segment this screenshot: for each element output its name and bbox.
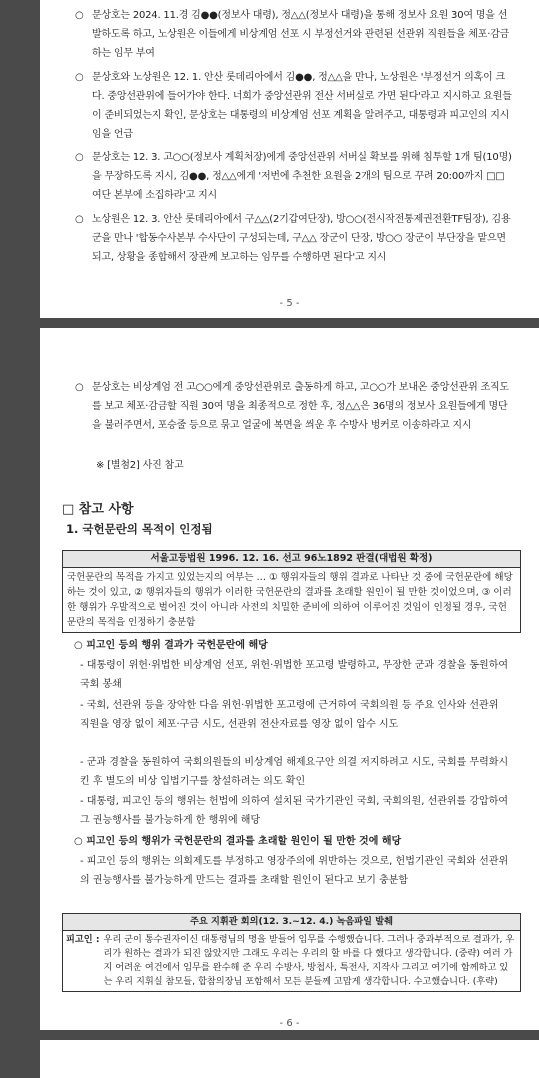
excerpt-body: 우리 군이 통수권자이신 대통령님의 명을 받들어 임무를 수행했습니다. 그러나 중과부적으로 결과가, 우리가 원하는 결과가 되진 않았지만 그래도 우리는 우리의 할 바를 다 했다고 생각합니다. (중략) 여러 가지 어려운 여건에서 임무를 완수해 준 우리 수방사, 방첩사, 특전사, 지작사 그리고 여기에 함께하고 있는 우리 지휘실 참모들, 합참의장님 포함해서 모든 분들께 고맙게 생각합니다. 수고했습니다. (후략)	[103, 934, 515, 987]
p1-text: 문상호는 2024. 11.경 김●●(정보사 대령), 정△△(정보사 대령)을 통해 정보사 요원 30여 명을 선발하도록 하고, 노상원은 이들에게 비상계엄 선포 시 부정선거와 관련된 선관위 직원들을 체포·감금하는 임무 부여	[92, 10, 510, 59]
case-body: 국헌문란의 목적을 가지고 있었는지의 여부는 … ① 행위자들의 행위 결과로 나타난 것 중에 국헌문란에 해당하는 것이 있고, ② 행위자들의 행위가 이러한 국헌문란의 결과를 초래할 원인이 될 만한 것이었으며, ③ 이러한 행위가 우발적으로 벌어진 것이 아니라 사전의 치밀한 준비에 의하여 이루어진 것임이 인정될 경우, 국헌문란의 목적을 인정하기 충분함	[67, 572, 513, 628]
case-title: 서울고등법원 1996. 12. 16. 선고 96노1892 판결(대법원 확정)	[63, 551, 520, 568]
paragraph-top	[92, 378, 512, 435]
point1-item-4: - 대통령, 피고인 등의 행위는 헌법에 의하여 설치된 국가기관인 국회, 국회의원, 선관위를 강압하여 그 권능행사를 불가능하게 한 행위에 해당	[80, 796, 509, 826]
document-page-5	[40, 0, 539, 318]
paragraph-1	[92, 6, 512, 63]
p2-text: 문상호와 노상원은 12. 1. 안산 롯데리아에서 김●●, 정△△을 만나, 노상원은 '부정선거 의혹이 크다. 중앙선관위에 들어가야 한다. 너희가 중앙선관위 전산 서버실로 가면 된다'라고 지시하고 요원들이 준비되었는지 확인, 문상호는 대통령의 비상계엄 선포 계획을 알려주고, 대통령과 피고인의 지시임을 언급	[92, 72, 512, 140]
point1-item-3: - 군과 경찰을 동원하여 국회의원들의 비상계엄 해제요구안 의결 저지하려고 시도, 국회를 무력화시킨 후 별도의 비상 입법기구를 창설하려는 의도 확인	[80, 757, 509, 787]
bullet-circle: ○	[75, 152, 84, 163]
point1-item-1: - 대통령이 위헌·위법한 비상계엄 선포, 위헌·위법한 포고령 발령하고, 무장한 군과 경찰을 동원하여 국회 봉쇄	[80, 660, 509, 690]
note: ※ [별첨2] 사진 참고	[96, 460, 184, 471]
subsection-title: 1. 국헌문란의 목적이 인정됨	[66, 522, 213, 536]
bullet-circle: ○	[75, 10, 84, 21]
bullet-circle: ○	[75, 382, 84, 393]
point1-item-2: - 국회, 선관위 등을 장악한 다음 위헌·위법한 포고령에 근거하여 국회의원 등 주요 인사와 선관위 직원을 영장 없이 체포·구금 시도, 선관위 전산자료를 영장 없이 압수 시도	[80, 700, 499, 730]
paragraph-2	[92, 68, 512, 144]
point-2: ○ 피고인 등의 행위가 국헌문란의 결과를 초래할 원인이 될 만한 것에 해당	[74, 836, 402, 847]
paragraph-4	[92, 210, 512, 267]
bullet-circle: ○	[75, 214, 84, 225]
document-page-7	[40, 1040, 539, 1078]
section-title: □ 참고 사항	[62, 502, 134, 517]
paragraph-3	[92, 148, 512, 205]
case-citation-box	[62, 550, 521, 633]
page-number: - 5 -	[279, 298, 300, 309]
recording-excerpt-box	[62, 913, 521, 992]
p3-text: 문상호는 12. 3. 고○○(정보사 계획처장)에게 중앙선관위 서버실 확보를 위해 침투할 1개 팀(10명)을 무장하도록 지시, 김●●, 정△△에게 '저번에 추천한 요원을 2개의 팀으로 꾸려 20:00까지 □□여단 본부에 소집하라'고 지시	[92, 152, 512, 201]
point2-item-1: - 피고인 등의 행위는 의회제도를 부정하고 영장주의에 위반하는 것으로, 헌법기관인 국회와 선관위의 권능행사를 불가능하게 만드는 결과를 초래할 원인이 된다고 보기 충분함	[80, 856, 509, 886]
point-1: ○ 피고인 등의 행위 결과가 국헌문란에 해당	[74, 640, 268, 651]
speaker-label: 피고인 :	[66, 934, 100, 945]
document-page-6	[40, 328, 539, 1030]
bullet-circle: ○	[75, 72, 84, 83]
p4-text: 노상원은 12. 3. 안산 롯데리아에서 구△△(2기갑여단장), 방○○(전시작전통제권전환TF팀장), 김용군을 만나 '합동수사본부 수사단이 구성되는데, 구△△ 장군이 단장, 방○○ 장군이 부단장을 맡으면 되고, 상황을 종합해서 장관께 보고하는 임무를 수행하면 된다'고 지시	[92, 214, 511, 263]
top-item-text: 문상호는 비상계엄 전 고○○에게 중앙선관위로 출동하게 하고, 고○○가 보내온 중앙선관위 조직도를 보고 체포·감금할 직원 30여 명을 최종적으로 정한 후, 정△△은 36명의 정보사 요원들에게 명단을 불러주면서, 포승줄 등으로 묶고 얼굴에 복면을 씌운 후 수방사 벙커로 이송하라고 지시	[92, 382, 509, 431]
page-number: - 6 -	[279, 1018, 300, 1029]
excerpt-title: 주요 지휘관 회의(12. 3.~12. 4.) 녹음파일 발췌	[63, 914, 520, 931]
